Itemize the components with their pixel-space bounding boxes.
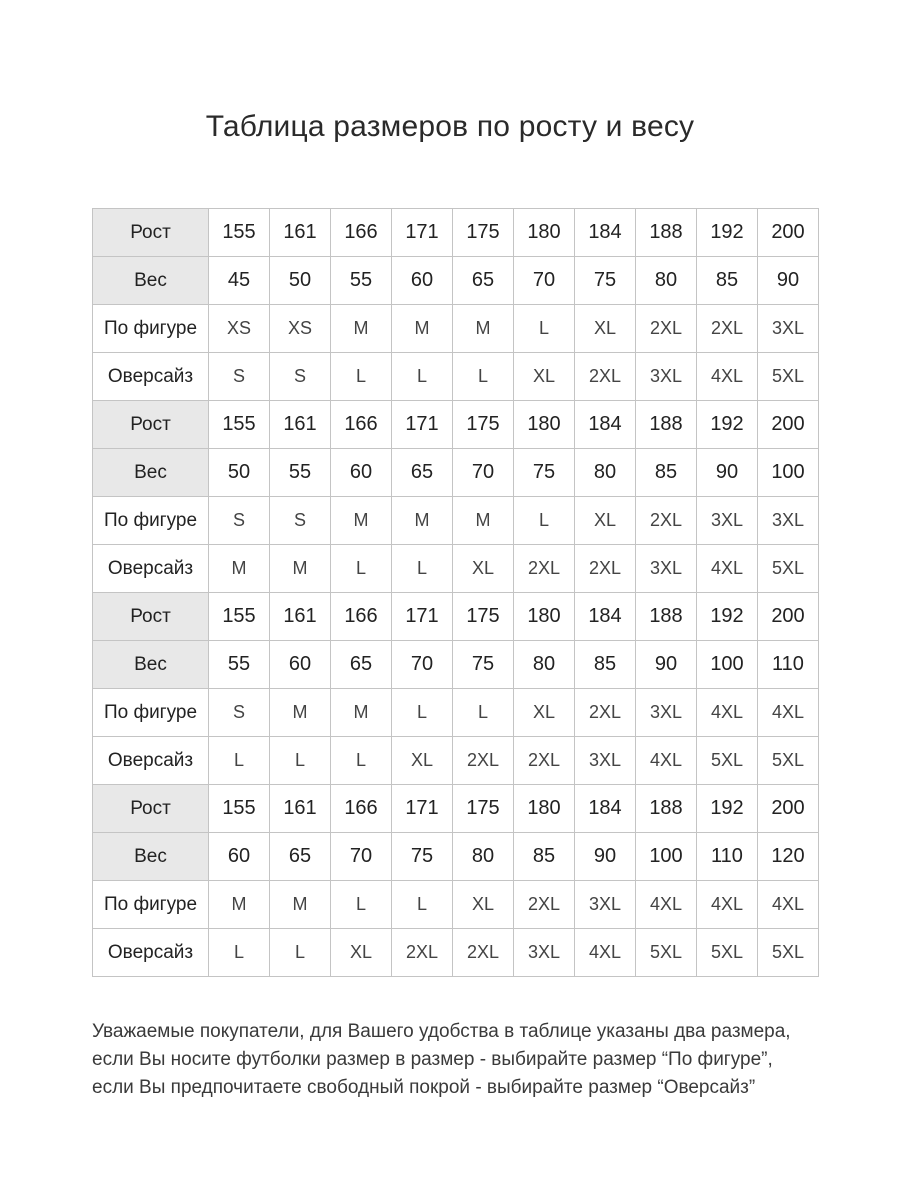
height-row <box>93 209 819 257</box>
oversize-cell: L <box>453 353 514 401</box>
weight-row <box>93 641 819 689</box>
fit-cell: L <box>392 689 453 737</box>
row-label: По фигуре <box>93 305 209 353</box>
row-label: Рост <box>93 401 209 449</box>
weight-cell: 85 <box>514 833 575 881</box>
row-label: По фигуре <box>93 881 209 929</box>
oversize-cell: 4XL <box>697 545 758 593</box>
oversize-cell: 2XL <box>514 737 575 785</box>
weight-cell: 75 <box>453 641 514 689</box>
fit-cell: 3XL <box>758 305 819 353</box>
fit-cell: 3XL <box>758 497 819 545</box>
weight-cell: 65 <box>270 833 331 881</box>
weight-cell: 80 <box>636 257 697 305</box>
oversize-cell: 4XL <box>575 929 636 977</box>
fit-cell: XL <box>575 305 636 353</box>
fit-cell: XL <box>453 881 514 929</box>
fit-cell: S <box>209 497 270 545</box>
row-label: Рост <box>93 785 209 833</box>
page-title: Таблица размеров по росту и весу <box>205 110 695 143</box>
fit-cell: 4XL <box>636 881 697 929</box>
weight-cell: 90 <box>575 833 636 881</box>
oversize-cell: XL <box>331 929 392 977</box>
height-cell: 161 <box>270 785 331 833</box>
fit-cell: XL <box>514 689 575 737</box>
height-cell: 184 <box>575 209 636 257</box>
fit-cell: 3XL <box>575 881 636 929</box>
fit-cell: XS <box>270 305 331 353</box>
note-line: если Вы носите футболки размер в размер - выбирайте размер “По фигуре”, <box>92 1049 773 1070</box>
height-cell: 161 <box>270 209 331 257</box>
fit-cell: M <box>453 497 514 545</box>
oversize-cell: M <box>270 545 331 593</box>
fit-cell: M <box>209 881 270 929</box>
weight-cell: 50 <box>270 257 331 305</box>
height-cell: 192 <box>697 593 758 641</box>
fit-cell: 2XL <box>514 881 575 929</box>
fit-cell: 4XL <box>697 881 758 929</box>
height-cell: 184 <box>575 785 636 833</box>
weight-cell: 70 <box>331 833 392 881</box>
weight-cell: 90 <box>697 449 758 497</box>
oversize-cell: 3XL <box>636 545 697 593</box>
fit-cell: M <box>331 497 392 545</box>
weight-row <box>93 449 819 497</box>
height-cell: 171 <box>392 401 453 449</box>
oversize-cell: XL <box>514 353 575 401</box>
height-cell: 180 <box>514 593 575 641</box>
weight-cell: 50 <box>209 449 270 497</box>
weight-cell: 65 <box>392 449 453 497</box>
height-cell: 155 <box>209 209 270 257</box>
weight-cell: 65 <box>453 257 514 305</box>
oversize-cell: XL <box>392 737 453 785</box>
oversize-row <box>93 929 819 977</box>
oversize-cell: 5XL <box>758 545 819 593</box>
fit-cell: M <box>270 881 331 929</box>
height-cell: 175 <box>453 209 514 257</box>
weight-cell: 60 <box>331 449 392 497</box>
row-label: По фигуре <box>93 689 209 737</box>
height-cell: 200 <box>758 209 819 257</box>
row-label: По фигуре <box>93 497 209 545</box>
note-line: если Вы предпочитаете свободный покрой - выбирайте размер “Оверсайз” <box>92 1077 756 1098</box>
weight-cell: 75 <box>392 833 453 881</box>
height-row <box>93 401 819 449</box>
height-cell: 161 <box>270 401 331 449</box>
weight-cell: 80 <box>514 641 575 689</box>
fit-cell: 4XL <box>758 881 819 929</box>
height-row <box>93 785 819 833</box>
oversize-cell: 2XL <box>453 737 514 785</box>
weight-cell: 60 <box>209 833 270 881</box>
fit-cell: 2XL <box>697 305 758 353</box>
row-label: Рост <box>93 209 209 257</box>
row-label: Вес <box>93 641 209 689</box>
oversize-row <box>93 545 819 593</box>
fit-cell: 2XL <box>575 689 636 737</box>
fit-size-row <box>93 689 819 737</box>
height-cell: 188 <box>636 785 697 833</box>
fit-size-row <box>93 305 819 353</box>
weight-cell: 70 <box>453 449 514 497</box>
height-cell: 171 <box>392 593 453 641</box>
oversize-cell: 5XL <box>697 929 758 977</box>
weight-cell: 90 <box>636 641 697 689</box>
height-cell: 166 <box>331 593 392 641</box>
oversize-cell: L <box>392 353 453 401</box>
oversize-cell: 3XL <box>575 737 636 785</box>
height-cell: 155 <box>209 593 270 641</box>
height-row <box>93 593 819 641</box>
row-label: Вес <box>93 257 209 305</box>
height-cell: 166 <box>331 785 392 833</box>
oversize-cell: L <box>270 737 331 785</box>
oversize-cell: L <box>209 929 270 977</box>
weight-cell: 60 <box>392 257 453 305</box>
oversize-cell: L <box>270 929 331 977</box>
row-label: Рост <box>93 593 209 641</box>
fit-cell: 2XL <box>636 305 697 353</box>
oversize-cell: S <box>270 353 331 401</box>
oversize-cell: L <box>209 737 270 785</box>
weight-cell: 80 <box>575 449 636 497</box>
height-cell: 200 <box>758 401 819 449</box>
weight-cell: 75 <box>514 449 575 497</box>
oversize-cell: M <box>209 545 270 593</box>
oversize-cell: L <box>331 737 392 785</box>
fit-cell: M <box>392 497 453 545</box>
height-cell: 171 <box>392 785 453 833</box>
height-cell: 180 <box>514 209 575 257</box>
row-label: Оверсайз <box>93 545 209 593</box>
fit-cell: XS <box>209 305 270 353</box>
weight-cell: 55 <box>270 449 331 497</box>
weight-cell: 100 <box>636 833 697 881</box>
oversize-cell: L <box>331 353 392 401</box>
oversize-cell: 2XL <box>514 545 575 593</box>
row-label: Вес <box>93 449 209 497</box>
height-cell: 192 <box>697 401 758 449</box>
row-label: Оверсайз <box>93 737 209 785</box>
height-cell: 188 <box>636 209 697 257</box>
weight-cell: 70 <box>392 641 453 689</box>
fit-cell: L <box>514 497 575 545</box>
fit-cell: L <box>514 305 575 353</box>
weight-row <box>93 833 819 881</box>
fit-cell: M <box>392 305 453 353</box>
weight-cell: 45 <box>209 257 270 305</box>
fit-cell: M <box>331 305 392 353</box>
weight-cell: 75 <box>575 257 636 305</box>
fit-cell: M <box>453 305 514 353</box>
fit-cell: L <box>331 881 392 929</box>
height-cell: 171 <box>392 209 453 257</box>
weight-cell: 65 <box>331 641 392 689</box>
oversize-cell: 5XL <box>758 929 819 977</box>
row-label: Вес <box>93 833 209 881</box>
weight-cell: 70 <box>514 257 575 305</box>
height-cell: 188 <box>636 401 697 449</box>
oversize-cell: XL <box>453 545 514 593</box>
fit-cell: M <box>270 689 331 737</box>
height-cell: 184 <box>575 401 636 449</box>
weight-cell: 85 <box>697 257 758 305</box>
oversize-cell: 5XL <box>636 929 697 977</box>
oversize-cell: 4XL <box>697 353 758 401</box>
height-cell: 200 <box>758 593 819 641</box>
fit-cell: 4XL <box>697 689 758 737</box>
customer-note <box>92 1018 852 1102</box>
fit-cell: XL <box>575 497 636 545</box>
weight-cell: 120 <box>758 833 819 881</box>
height-cell: 180 <box>514 401 575 449</box>
oversize-cell: 3XL <box>514 929 575 977</box>
height-cell: 200 <box>758 785 819 833</box>
height-cell: 175 <box>453 401 514 449</box>
oversize-cell: 4XL <box>636 737 697 785</box>
fit-cell: L <box>392 881 453 929</box>
weight-cell: 90 <box>758 257 819 305</box>
oversize-cell: L <box>392 545 453 593</box>
weight-cell: 85 <box>636 449 697 497</box>
fit-size-row <box>93 497 819 545</box>
weight-cell: 80 <box>453 833 514 881</box>
row-label: Оверсайз <box>93 353 209 401</box>
oversize-cell: S <box>209 353 270 401</box>
fit-cell: 3XL <box>697 497 758 545</box>
height-cell: 166 <box>331 209 392 257</box>
weight-cell: 85 <box>575 641 636 689</box>
fit-cell: S <box>270 497 331 545</box>
oversize-cell: 5XL <box>758 353 819 401</box>
weight-cell: 100 <box>697 641 758 689</box>
height-cell: 184 <box>575 593 636 641</box>
fit-cell: L <box>453 689 514 737</box>
height-cell: 175 <box>453 593 514 641</box>
oversize-cell: 3XL <box>636 353 697 401</box>
weight-cell: 110 <box>758 641 819 689</box>
oversize-cell: 2XL <box>575 545 636 593</box>
fit-size-row <box>93 881 819 929</box>
weight-cell: 60 <box>270 641 331 689</box>
fit-cell: S <box>209 689 270 737</box>
oversize-cell: 5XL <box>758 737 819 785</box>
oversize-row <box>93 353 819 401</box>
height-cell: 175 <box>453 785 514 833</box>
note-line: Уважаемые покупатели, для Вашего удобства в таблице указаны два размера, <box>92 1021 791 1042</box>
height-cell: 188 <box>636 593 697 641</box>
height-cell: 155 <box>209 785 270 833</box>
weight-row <box>93 257 819 305</box>
oversize-cell: 2XL <box>575 353 636 401</box>
fit-cell: 3XL <box>636 689 697 737</box>
weight-cell: 100 <box>758 449 819 497</box>
weight-cell: 55 <box>331 257 392 305</box>
height-cell: 180 <box>514 785 575 833</box>
oversize-cell: 2XL <box>453 929 514 977</box>
height-cell: 161 <box>270 593 331 641</box>
fit-cell: 4XL <box>758 689 819 737</box>
oversize-cell: 2XL <box>392 929 453 977</box>
weight-cell: 55 <box>209 641 270 689</box>
fit-cell: M <box>331 689 392 737</box>
oversize-cell: 5XL <box>697 737 758 785</box>
height-cell: 155 <box>209 401 270 449</box>
height-cell: 192 <box>697 209 758 257</box>
row-label: Оверсайз <box>93 929 209 977</box>
height-cell: 166 <box>331 401 392 449</box>
size-table-body <box>93 209 819 977</box>
height-cell: 192 <box>697 785 758 833</box>
size-table <box>92 208 819 977</box>
oversize-row <box>93 737 819 785</box>
oversize-cell: L <box>331 545 392 593</box>
weight-cell: 110 <box>697 833 758 881</box>
fit-cell: 2XL <box>636 497 697 545</box>
